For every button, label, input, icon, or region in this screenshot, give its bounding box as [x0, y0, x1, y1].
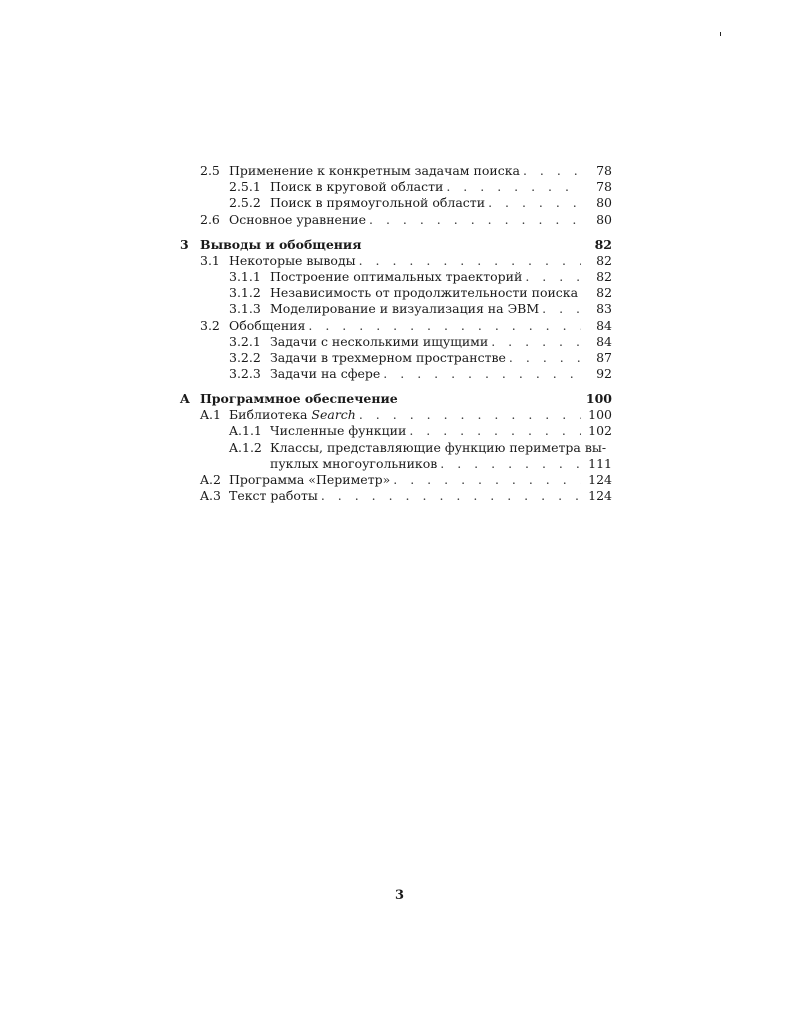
toc-title: Задачи на сфере — [270, 366, 381, 382]
toc-leader-dots — [525, 269, 581, 285]
toc-leader-dots — [409, 423, 581, 439]
toc-number: 2.5.1 — [229, 179, 261, 195]
toc-title: Моделирование и визуализация на ЭВМ — [270, 301, 540, 317]
toc-title: Основное уравнение — [229, 211, 367, 227]
toc-leader-dots — [359, 253, 581, 269]
toc-leader-dots — [383, 366, 581, 382]
toc-page-number: 78 — [596, 163, 612, 178]
toc-title: Применение к конкретным задачам поиска — [229, 163, 520, 178]
toc-title: Библиотека Search — [229, 407, 356, 423]
toc-leader-dots — [393, 472, 581, 488]
toc-title: Задачи в трехмерном пространстве — [270, 349, 506, 365]
toc-page-number: 78 — [596, 179, 612, 195]
toc-number: 3 — [180, 236, 189, 252]
toc-number: A.1.1 — [229, 423, 262, 439]
toc-number: 3.1.1 — [229, 268, 261, 284]
toc-chapter-row[interactable] — [180, 390, 612, 407]
toc-title: Выводы и обобщения — [200, 236, 362, 252]
toc-leader-dots — [488, 195, 581, 211]
toc-subsection-row[interactable] — [180, 440, 612, 456]
table-of-contents — [180, 163, 612, 504]
toc-page-number: 92 — [596, 366, 612, 382]
toc-subsection-row[interactable] — [180, 334, 612, 350]
toc-number: 3.2.1 — [229, 333, 261, 349]
toc-title: Программа «Периметр» — [229, 472, 391, 487]
toc-page-number: 100 — [588, 407, 612, 423]
toc-section-row[interactable] — [180, 407, 612, 423]
toc-title: Поиск в прямоугольной области — [270, 195, 486, 211]
toc-number: 2.5 — [200, 163, 220, 178]
toc-leader-dots — [369, 212, 581, 228]
toc-leader-dots — [509, 350, 581, 366]
toc-section-row[interactable] — [180, 253, 612, 269]
toc-number: A — [180, 391, 190, 407]
toc-section-row[interactable] — [180, 163, 612, 179]
toc-subsection-row[interactable] — [180, 350, 612, 366]
toc-subsection-row-continuation[interactable] — [180, 456, 612, 472]
scan-speck — [720, 32, 721, 36]
toc-leader-dots — [523, 163, 581, 179]
toc-page-number: 82 — [596, 252, 612, 268]
toc-title: Задачи с несколькими ищущими — [270, 333, 489, 349]
toc-title: Численные функции — [270, 423, 407, 439]
toc-page-number: 124 — [588, 472, 612, 487]
toc-number: 2.5.2 — [229, 195, 261, 211]
toc-number: 3.2.3 — [229, 366, 261, 382]
toc-title: Независимость от продолжительности поиска — [270, 285, 579, 301]
toc-subsection-row[interactable] — [180, 366, 612, 382]
toc-title: Программное обеспечение — [200, 391, 398, 407]
toc-page-number: 82 — [594, 236, 612, 252]
toc-page-number: 87 — [596, 349, 612, 365]
toc-subsection-row[interactable] — [180, 179, 612, 195]
toc-section-row[interactable] — [180, 488, 612, 504]
toc-page-number: 83 — [596, 301, 612, 317]
toc-number: 3.2.2 — [229, 349, 261, 365]
page-number: 3 — [394, 888, 405, 903]
toc-page-number: 82 — [596, 285, 613, 301]
toc-title: Классы, представляющие функцию периметра вы- — [270, 439, 607, 455]
toc-page-number: 82 — [596, 268, 612, 284]
toc-leader-dots — [446, 179, 581, 195]
toc-section-row[interactable] — [180, 212, 612, 228]
toc-leader-dots — [308, 318, 581, 334]
toc-subsection-row[interactable] — [180, 195, 612, 211]
toc-page-number: 84 — [596, 317, 612, 333]
toc-subsection-row[interactable] — [180, 301, 612, 317]
toc-title-italic: Search — [311, 407, 356, 423]
toc-subsection-row[interactable] — [180, 423, 612, 439]
toc-number: 2.6 — [200, 211, 220, 227]
toc-chapter-row[interactable] — [180, 236, 612, 253]
toc-leader-dots — [542, 301, 581, 317]
toc-section-row[interactable] — [180, 318, 612, 334]
toc-title: Построение оптимальных траекторий — [270, 268, 523, 284]
toc-number: 3.2 — [200, 317, 220, 333]
toc-title: Некоторые выводы — [229, 252, 356, 268]
toc-page-number: 124 — [588, 488, 612, 504]
toc-title-continuation: пуклых многоугольников — [270, 455, 438, 471]
toc-number: A.2 — [200, 472, 221, 487]
toc-subsection-row[interactable] — [180, 269, 612, 285]
toc-number: 3.1 — [200, 252, 220, 268]
toc-leader-dots — [491, 334, 581, 350]
toc-page-number: 80 — [596, 195, 612, 211]
toc-leader-dots — [440, 456, 581, 472]
toc-number: A.3 — [200, 488, 221, 504]
toc-page-number: 100 — [585, 391, 612, 407]
toc-leader-dots — [359, 407, 581, 423]
toc-number: A.1 — [200, 407, 221, 423]
toc-number: 3.1.2 — [229, 285, 261, 301]
toc-page-number: 111 — [588, 455, 612, 471]
toc-subsection-row[interactable] — [180, 285, 612, 301]
toc-title: Обобщения — [229, 317, 306, 333]
toc-number: A.1.2 — [229, 439, 262, 455]
toc-page-number: 102 — [588, 423, 612, 439]
toc-number: 3.1.3 — [229, 301, 261, 317]
toc-leader-dots — [321, 488, 581, 504]
toc-page-number: 84 — [596, 333, 612, 349]
toc-title: Текст работы — [229, 488, 318, 504]
toc-title: Поиск в круговой области — [270, 179, 444, 195]
toc-section-row[interactable] — [180, 472, 612, 488]
toc-page-number: 80 — [596, 211, 612, 227]
